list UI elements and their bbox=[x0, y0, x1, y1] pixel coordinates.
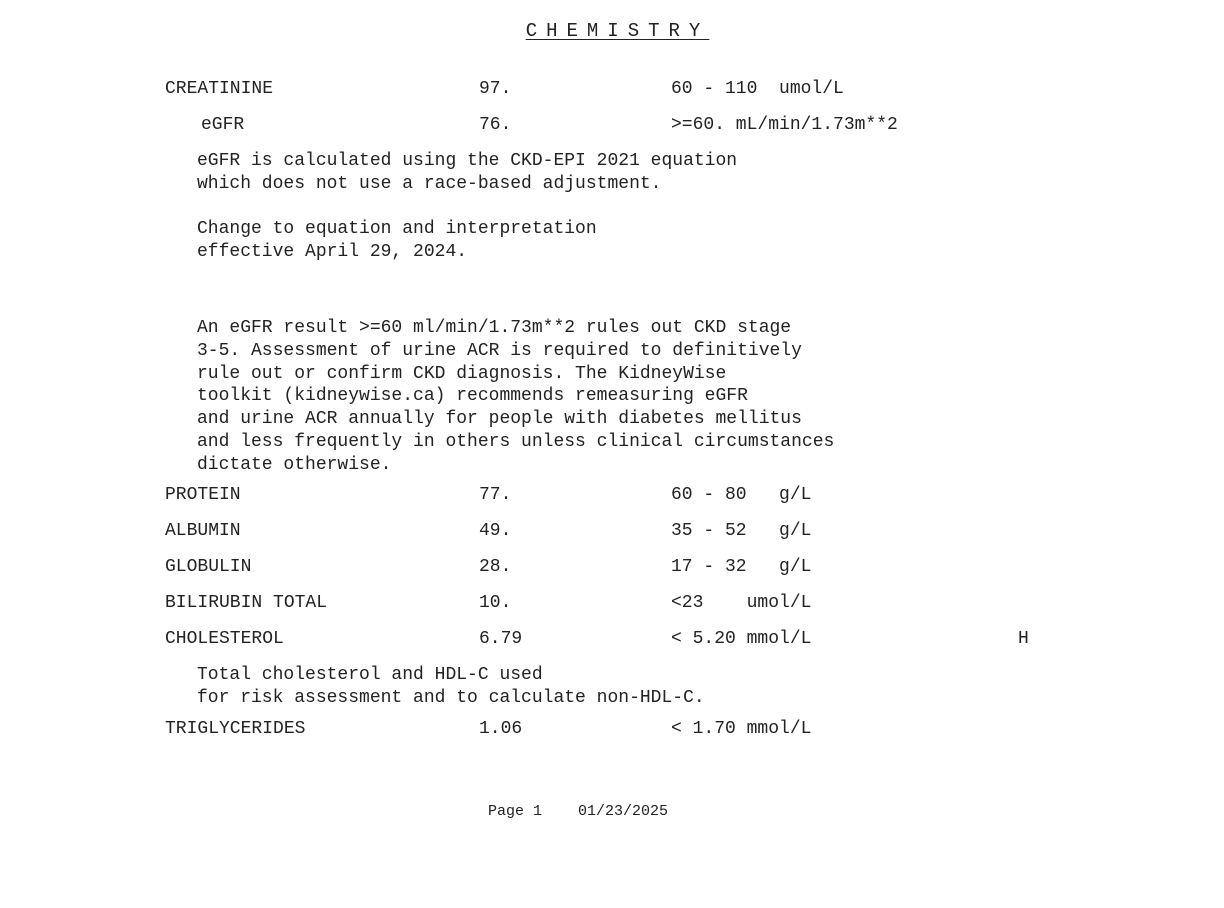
test-value: 28. bbox=[479, 557, 512, 577]
egfr-change-note: Change to equation and interpretation effective April 29, 2024. bbox=[197, 219, 597, 262]
test-name: CREATININE bbox=[165, 79, 274, 99]
test-name: PROTEIN bbox=[165, 485, 241, 505]
reference-range: 60 - 110 umol/L bbox=[671, 79, 844, 99]
page-number: Page 1 bbox=[488, 803, 543, 820]
test-name: TRIGLYCERIDES bbox=[165, 719, 306, 739]
test-name: GLOBULIN bbox=[165, 557, 252, 577]
test-value: 97. bbox=[479, 79, 512, 99]
page-footer bbox=[488, 803, 668, 820]
report-title: CHEMISTRY bbox=[525, 20, 710, 42]
result-row-bilirubin-total bbox=[0, 593, 1224, 617]
reference-range: 60 - 80 g/L bbox=[671, 485, 812, 505]
result-row-protein bbox=[0, 485, 1224, 509]
test-name: BILIRUBIN TOTAL bbox=[165, 593, 328, 613]
test-value: 49. bbox=[479, 521, 512, 541]
reference-range: 17 - 32 g/L bbox=[671, 557, 812, 577]
test-value: 10. bbox=[479, 593, 512, 613]
test-value: 77. bbox=[479, 485, 512, 505]
reference-range: < 5.20 mmol/L bbox=[671, 629, 812, 649]
reference-range: < 1.70 mmol/L bbox=[671, 719, 812, 739]
test-name: eGFR bbox=[201, 115, 245, 135]
test-value: 1.06 bbox=[479, 719, 523, 739]
reference-range: >=60. mL/min/1.73m**2 bbox=[671, 115, 898, 135]
egfr-interpretation-note: An eGFR result >=60 ml/min/1.73m**2 rules out CKD stage 3-5. Assessment of urine ACR is required to definitively rule out or confirm CKD diagnosis. The KidneyWise toolkit (kidneywise.ca) recommends remeasuring eGFR and urine ACR annually for people with diabetes mellitus and less frequently in others unless clinical circumstances dictate otherwise. bbox=[197, 318, 835, 475]
result-row-cholesterol bbox=[0, 629, 1224, 653]
result-row-creatinine bbox=[0, 79, 1224, 103]
abnormal-flag: H bbox=[1018, 629, 1029, 649]
test-value: 76. bbox=[479, 115, 512, 135]
test-value: 6.79 bbox=[479, 629, 523, 649]
egfr-method-note: eGFR is calculated using the CKD-EPI 2021 equation which does not use a race-based adjustment. bbox=[197, 151, 738, 194]
cholesterol-note: Total cholesterol and HDL-C used for risk assessment and to calculate non-HDL-C. bbox=[197, 665, 705, 708]
test-name: CHOLESTEROL bbox=[165, 629, 284, 649]
result-row-albumin bbox=[0, 521, 1224, 545]
result-row-triglycerides bbox=[0, 719, 1224, 743]
report-date: 01/23/2025 bbox=[578, 803, 669, 820]
test-name: ALBUMIN bbox=[165, 521, 241, 541]
reference-range: 35 - 52 g/L bbox=[671, 521, 812, 541]
result-row-egfr bbox=[0, 115, 1224, 139]
result-row-globulin bbox=[0, 557, 1224, 581]
reference-range: <23 umol/L bbox=[671, 593, 812, 613]
